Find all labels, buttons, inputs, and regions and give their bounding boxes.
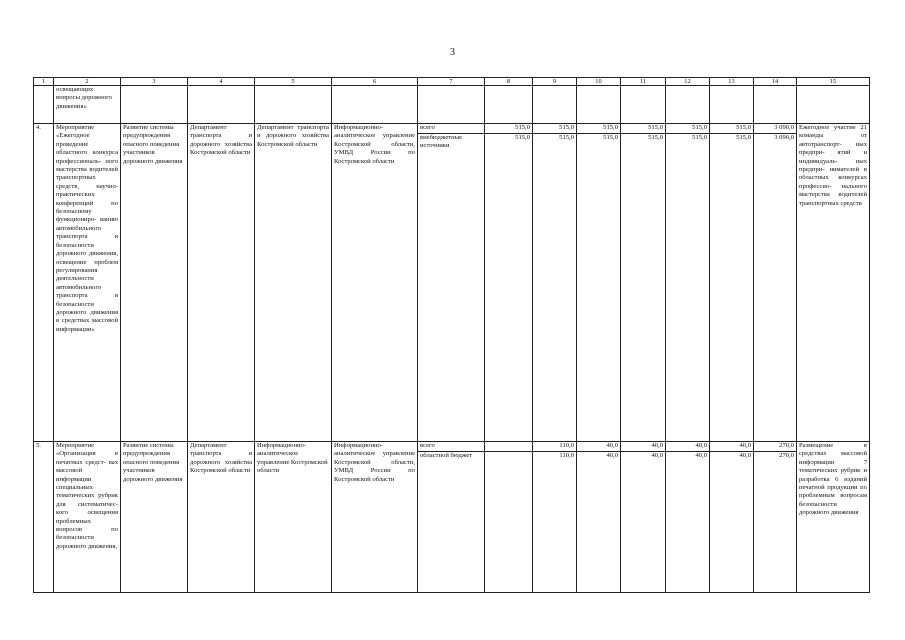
- funding-source-label: внебюджетные источники: [420, 134, 463, 150]
- table-row-4: [34, 124, 870, 442]
- partner-cell: Информационно- аналитическое управление Костромской области, УМВД России по Костромской области: [332, 442, 418, 593]
- funding-cell: [666, 124, 710, 442]
- cell-empty: [34, 86, 54, 124]
- funding-source-label: областной бюджет: [420, 452, 473, 459]
- funding-total-value: 515,0: [666, 124, 709, 134]
- cell-empty: [188, 86, 255, 124]
- header-cell: 6: [332, 78, 418, 86]
- header-cell: 1: [34, 78, 54, 86]
- cell-empty: [577, 86, 621, 124]
- funding-total-value: 40,0: [621, 442, 665, 452]
- funding-source-value: 515,0: [736, 134, 751, 141]
- executor-cell: Информационно- аналитическое управление Костромской области: [255, 442, 332, 593]
- funding-cell: [710, 124, 754, 442]
- task-cell: Развитие системы предупреждения опасного поведения участников дорожного движения: [121, 124, 188, 442]
- funding-cell: [533, 442, 577, 593]
- funding-source-value: 515,0: [648, 134, 663, 141]
- cell-empty: [255, 86, 332, 124]
- cell-empty: [797, 86, 870, 124]
- funding-source-cell: [418, 442, 485, 593]
- funding-total-value: 40,0: [666, 442, 709, 452]
- measure-cell: Мероприятие «Ежегодное проведение областного конкурса профессиональ- ного мастерства водителей транспортных средств, научно- практических конференций по безопасному функциониро- ванию автомобильного транспорта и безопасности дорожного движения, освещение проблем регулирования деятельности автомобильного транспорта и безопасности дорожного движения в средствах массовой информации»: [54, 124, 121, 442]
- funding-total-value: 515,0: [577, 124, 620, 134]
- funding-source-value: 40,0: [606, 452, 618, 459]
- funding-source-sum: 3 090,0: [774, 134, 794, 141]
- funding-source-value: 515,0: [603, 134, 618, 141]
- funding-source-value: 40,0: [695, 452, 707, 459]
- funding-cell: [485, 124, 533, 442]
- cell-empty: [332, 86, 418, 124]
- customer-cell: Департамент транспорта и дорожного хозяйства Костромской области: [188, 124, 255, 442]
- header-cell: 3: [121, 78, 188, 86]
- funding-source-value: 40,0: [739, 452, 751, 459]
- row-number: 5.: [34, 442, 54, 593]
- funding-total-sum: 3 090,0: [754, 124, 796, 134]
- task-cell: Развитие системы предупреждения опасного поведения участников дорожного движения: [121, 442, 188, 593]
- executor-cell: Департамент транспорта и дорожного хозяйства Костромской области: [255, 124, 332, 442]
- funding-sum-cell: [754, 442, 797, 593]
- cell-measure-continued: освещающих вопросы дорожного движения»: [54, 86, 121, 124]
- funding-total-value: 515,0: [485, 124, 532, 134]
- cell-empty: [418, 86, 485, 124]
- funding-cell: [577, 442, 621, 593]
- cell-empty: [666, 86, 710, 124]
- header-cell: 14: [754, 78, 797, 86]
- funding-total-value: 515,0: [710, 124, 753, 134]
- funding-total-value: 40,0: [710, 442, 753, 452]
- funding-source-sum: 270,0: [779, 452, 794, 459]
- result-cell: Ежегодное участие 21 команды от автотранспорт- ных предпри- ятий и индивидуаль- ных предпри- нимателей в областных конкурсах професcио- нального мастерства водителей транспортных средств: [797, 124, 870, 442]
- funding-total-value: [485, 442, 532, 452]
- cell-empty: [710, 86, 754, 124]
- header-cell: 15: [797, 78, 870, 86]
- funding-total-value: 40,0: [577, 442, 620, 452]
- funding-total-label: всего: [418, 124, 484, 134]
- cell-empty: [754, 86, 797, 124]
- table-row-continued: [34, 86, 870, 124]
- header-row: [34, 78, 870, 86]
- funding-source-value: 515,0: [692, 134, 707, 141]
- header-cell: 13: [710, 78, 754, 86]
- header-cell: 5: [255, 78, 332, 86]
- header-cell: 12: [666, 78, 710, 86]
- result-cell: Размещение в средствах массовой информации 7 тематических рубрик и разработка 6 изданий печатной продукции по проблемным вопросам безопасности дорожного движения: [797, 442, 870, 593]
- customer-cell: Департамент транспорта и дорожного хозяйства Костромской области: [188, 442, 255, 593]
- funding-total-label: всего: [418, 442, 484, 452]
- funding-cell: [666, 442, 710, 593]
- funding-cell: [577, 124, 621, 442]
- funding-cell: [485, 442, 533, 593]
- funding-source-value: 515,0: [559, 134, 574, 141]
- cell-empty: [485, 86, 533, 124]
- funding-cell: [533, 124, 577, 442]
- funding-total-value: 110,0: [533, 442, 576, 452]
- funding-cell: [710, 442, 754, 593]
- cell-empty: [121, 86, 188, 124]
- funding-sum-cell: [754, 124, 797, 442]
- header-cell: 11: [621, 78, 666, 86]
- measure-cell: Мероприятие «Организация в печатных средст- вах массовой информации специальных тематических рубрик для систематичес- кого освещения проблемных вопросов по безопасности дорожного движения,: [54, 442, 121, 593]
- funding-total-value: 515,0: [621, 124, 665, 134]
- cell-empty: [533, 86, 577, 124]
- funding-total-sum: 270,0: [754, 442, 796, 452]
- funding-source-value: 40,0: [651, 452, 663, 459]
- partner-cell: Информационно- аналитическое управление Костромской области, УМВД России по Костромской области: [332, 124, 418, 442]
- table-row-5: [34, 442, 870, 593]
- header-cell: 8: [485, 78, 533, 86]
- funding-cell: [621, 124, 666, 442]
- header-cell: 9: [533, 78, 577, 86]
- header-cell: 4: [188, 78, 255, 86]
- funding-source-cell: [418, 124, 485, 442]
- page-number: 3: [450, 47, 455, 58]
- funding-cell: [621, 442, 666, 593]
- header-cell: 10: [577, 78, 621, 86]
- program-table: [33, 77, 870, 593]
- funding-source-value: 110,0: [559, 452, 574, 459]
- header-cell: 2: [54, 78, 121, 86]
- cell-empty: [621, 86, 666, 124]
- funding-total-value: 515,0: [533, 124, 576, 134]
- header-cell: 7: [418, 78, 485, 86]
- funding-source-value: 515,0: [515, 134, 530, 141]
- row-number: 4.: [34, 124, 54, 442]
